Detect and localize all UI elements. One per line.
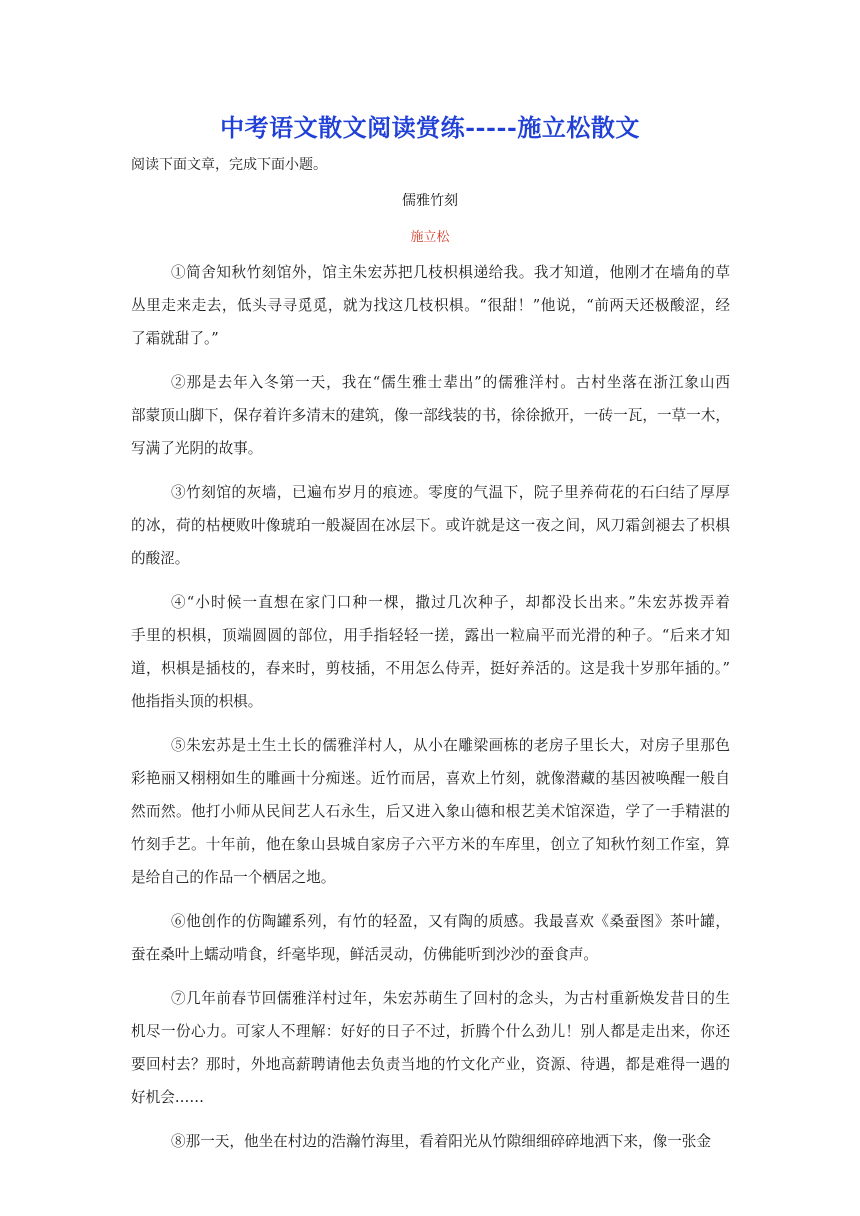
- paragraph-line: ①简舍知秋竹刻馆外，馆主朱宏苏把几枝枳椇递给我。我才知道，他刚才在墙角的草: [171, 264, 730, 281]
- paragraph-line: 然而然。他打小师从民间艺人石永生，后又进入象山德和根艺美术馆深造，学了一手精湛的: [131, 803, 730, 820]
- paragraph-line: 要回村去？那时，外地高薪聘请他去负责当地的竹文化产业，资源、待遇，都是难得一遇的: [131, 1056, 730, 1073]
- paragraph-line: 写满了光阴的故事。: [131, 440, 263, 457]
- article-body: [131, 256, 730, 1169]
- paragraph: [131, 905, 730, 971]
- paragraph-line: 的冰，荷的枯梗败叶像琥珀一般凝固在冰层下。或许就是这一夜之间，风刀霜剑褪去了枳椇: [131, 517, 730, 534]
- paragraph-line: 部蒙顶山脚下，保存着许多清末的建筑，像一部线装的书，徐徐掀开，一砖一瓦，一草一木，: [131, 407, 730, 424]
- paragraph-line: ⑦几年前春节回儒雅洋村过年，朱宏苏萌生了回村的念头，为古村重新焕发昔日的生: [171, 990, 730, 1007]
- article-author: 施立松: [410, 230, 450, 245]
- paragraph-line: 竹刻手艺。十年前，他在象山县城自家房子六平方米的车库里，创立了知秋竹刻工作室，算: [131, 836, 730, 853]
- paragraph: [131, 1125, 730, 1158]
- paragraph-line: 的酸涩。: [131, 550, 190, 567]
- paragraph-line: 丛里走来走去，低头寻寻觅觅，就为找这几枝枳椇。“很甜！”他说，“前两天还极酸涩，经: [131, 297, 730, 314]
- paragraph-line: 是给自己的作品一个栖居之地。: [131, 869, 336, 886]
- paragraph-line: 他指指头顶的枳椇。: [131, 693, 263, 710]
- paragraph-line: 手里的枳椇，顶端圆圆的部位，用手指轻轻一搓，露出一粒扁平而光滑的种子。“后来才知: [131, 627, 730, 644]
- paragraph-line: ⑤朱宏苏是土生土长的儒雅洋村人，从小在雕梁画栋的老房子里长大，对房子里那色: [171, 737, 730, 754]
- paragraph: [131, 476, 730, 575]
- paragraph: [131, 729, 730, 894]
- paragraph: [131, 256, 730, 355]
- paragraph: [131, 586, 730, 718]
- paragraph-line: 彩艳丽又栩栩如生的雕画十分痴迷。近竹而居，喜欢上竹刻，就像潜藏的基因被唤醒一般自: [131, 770, 730, 787]
- paragraph: [131, 982, 730, 1114]
- paragraph: [131, 366, 730, 465]
- paragraph-line: ⑥他创作的仿陶罐系列，有竹的轻盈，又有陶的质感。我最喜欢《桑蚕图》茶叶罐，: [171, 913, 730, 930]
- paragraph-line: 道，枳椇是插枝的，春来时，剪枝插，不用怎么侍弄，挺好养活的。这是我十岁那年插的。”: [131, 660, 730, 677]
- paragraph-line: ⑧那一天，他坐在村边的浩瀚竹海里，看着阳光从竹隙细细碎碎地洒下来，像一张金: [171, 1133, 711, 1150]
- paragraph-line: ③竹刻馆的灰墙，已遍布岁月的痕迹。零度的气温下，院子里养荷花的石臼结了厚厚: [171, 484, 730, 501]
- paragraph-line: ④“小时候一直想在家门口种一棵，撒过几次种子，却都没长出来。”朱宏苏拨弄着: [171, 594, 730, 611]
- reading-instruction: 阅读下面文章，完成下面小题。: [131, 157, 327, 173]
- article-title: 儒雅竹刻: [402, 193, 458, 209]
- document-title: 中考语文散文阅读赏练-----施立松散文: [220, 113, 640, 142]
- paragraph-line: 好机会……: [131, 1089, 204, 1106]
- paragraph-line: 机尽一份心力。可家人不理解：好好的日子不过，折腾个什么劲儿！别人都是走出来，你还: [131, 1023, 730, 1040]
- paragraph-line: 蚕在桑叶上蠕动啃食，纤毫毕现，鲜活灵动，仿佛能听到沙沙的蚕食声。: [131, 946, 599, 963]
- paragraph-line: ②那是去年入冬第一天，我在“儒生雅士辈出”的儒雅洋村。古村坐落在浙江象山西: [171, 374, 730, 391]
- paragraph-line: 了霜就甜了。”: [131, 330, 219, 347]
